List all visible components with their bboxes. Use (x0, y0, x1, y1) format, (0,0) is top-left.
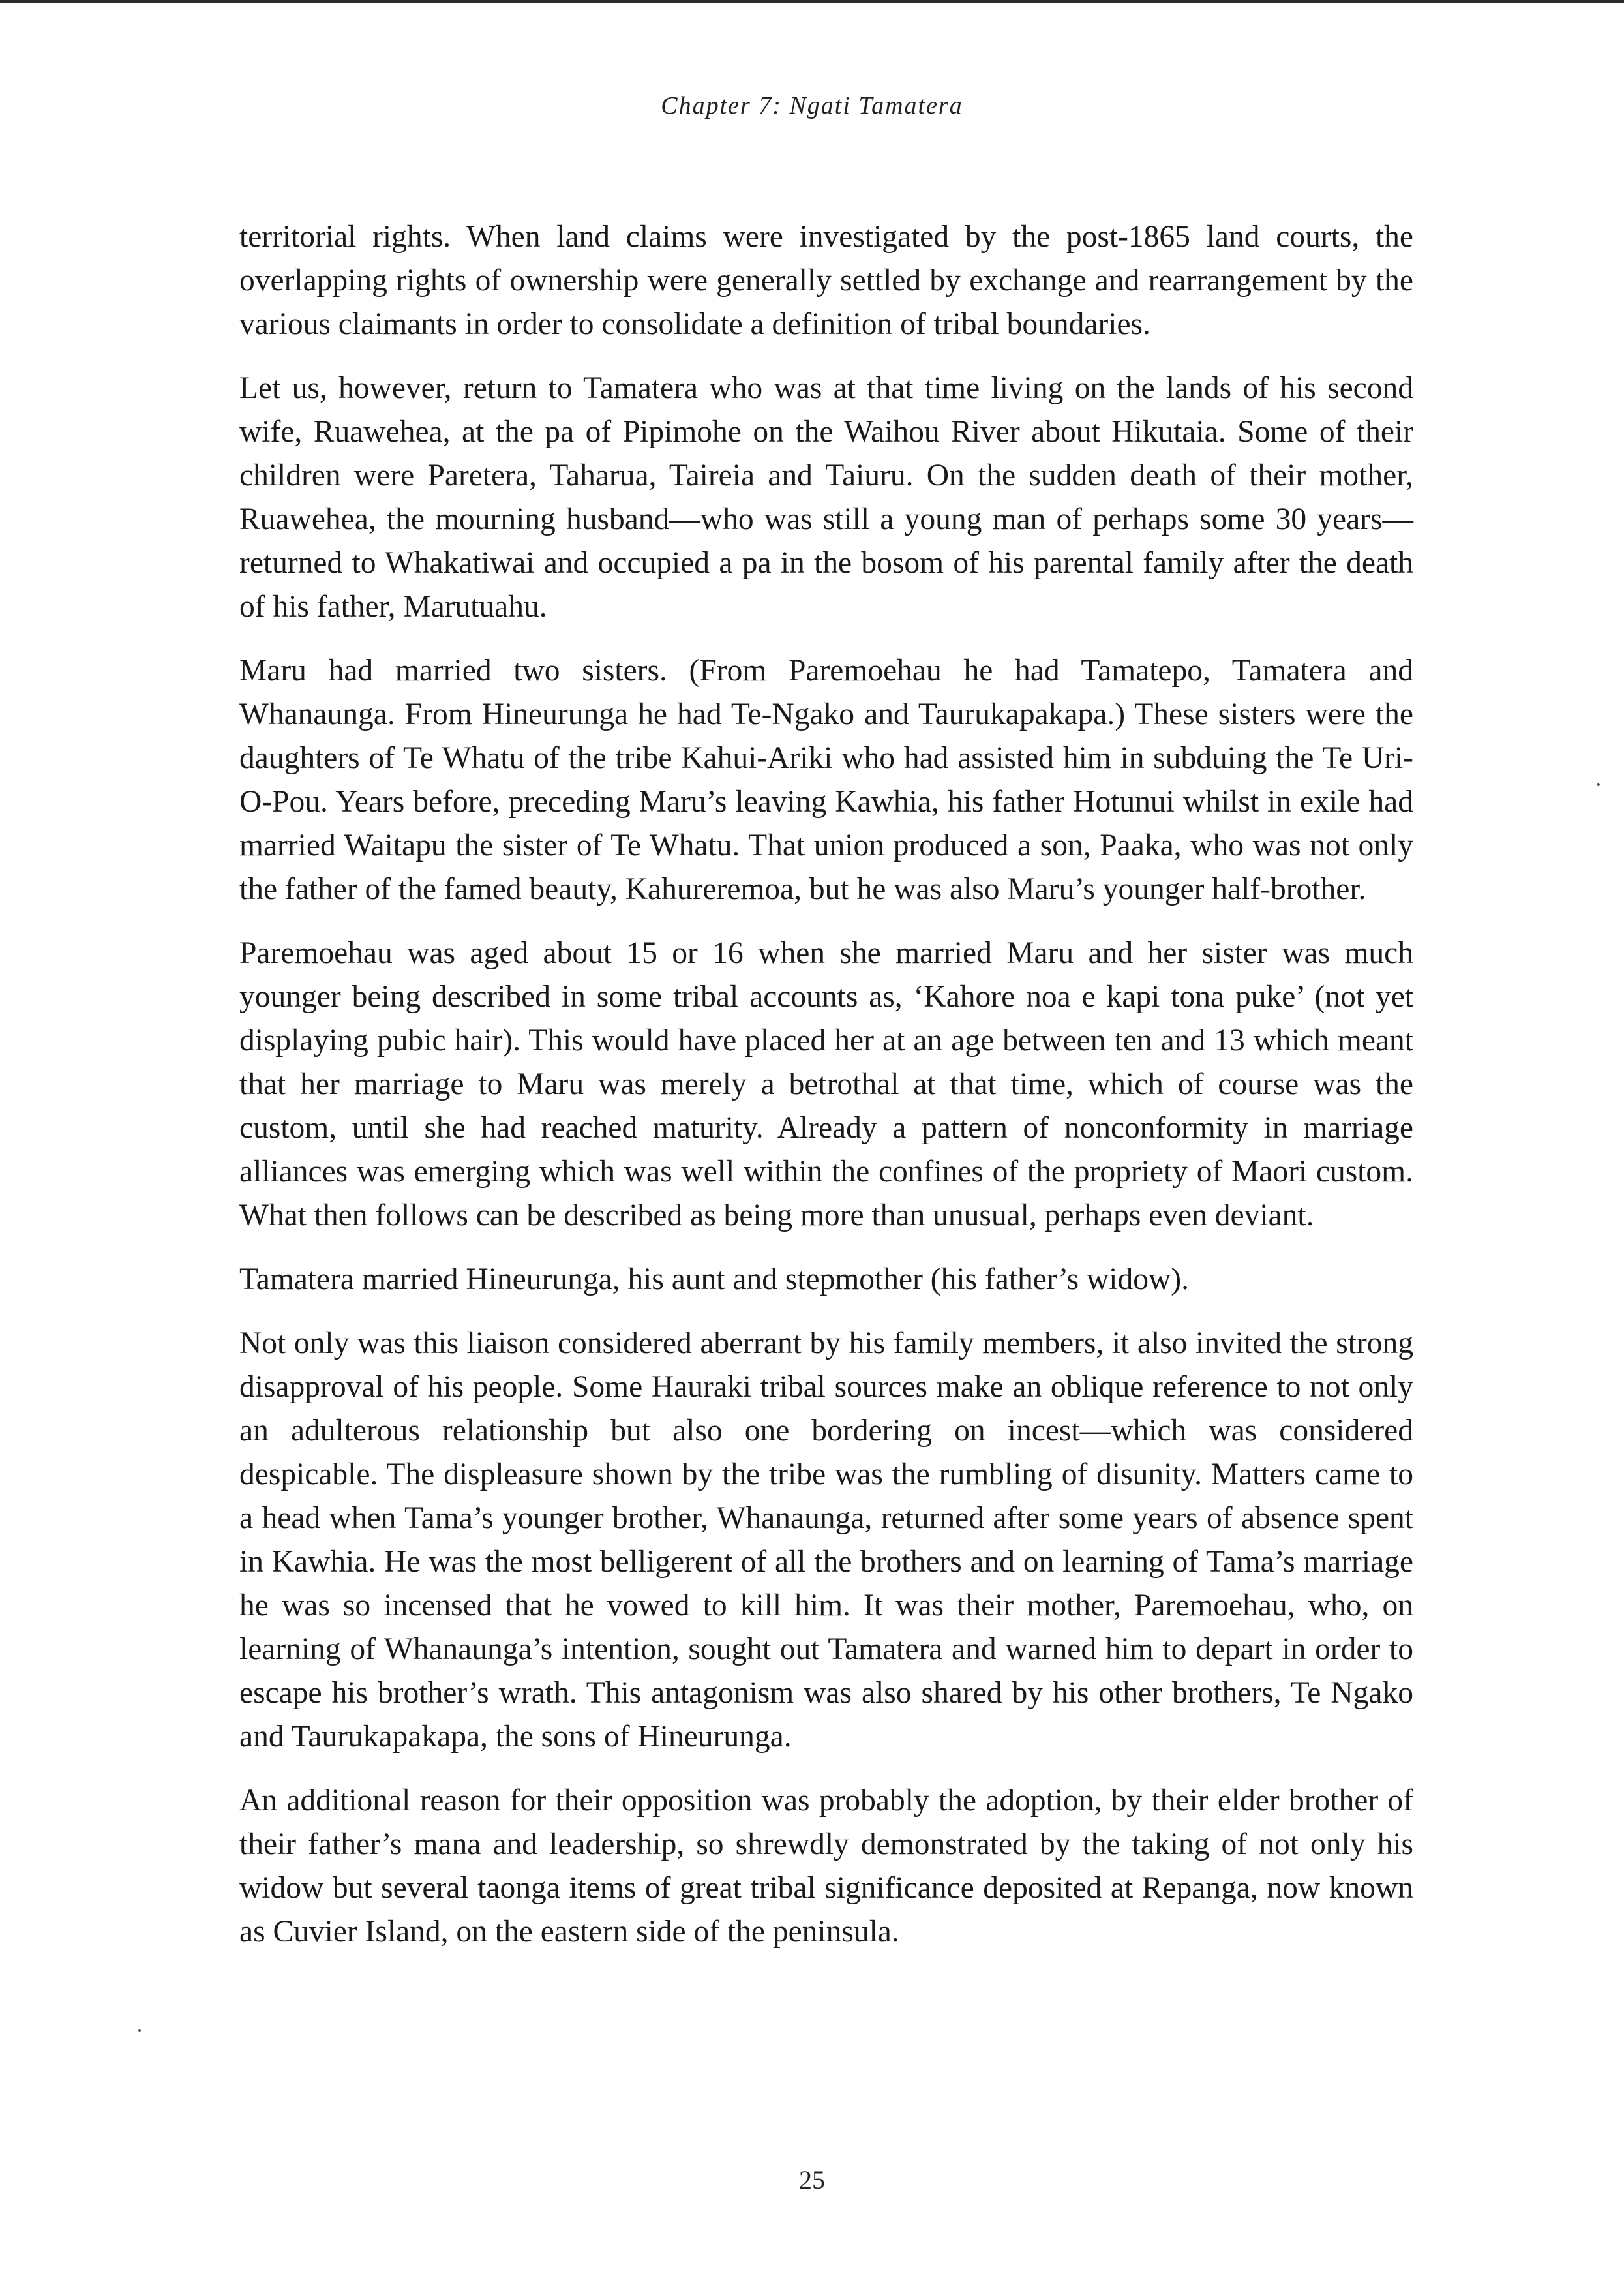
page-number: 25 (799, 2165, 825, 2195)
body-text (239, 215, 1413, 1974)
paragraph: Let us, however, return to Tamatera who was at that time living on the lands of his second wife, Ruawehea, at the pa of Pipimohe on the Waihou River about Hikutaia. Some of their children were Paretera, Taharua, Taireia and Taiuru. On the sudden death of their mother, Ruawehea, the mourning husband—who was still a young man of perhaps some 30 years—returned to Whakatiwai and occupied a pa in the bosom of his parental family after the death of his father, Marutuahu. (239, 371, 1413, 624)
paragraph: Paremoehau was aged about 15 or 16 when she married Maru and her sister was much younger being described in some tribal accounts as, ‘Kahore noa e kapi tona puke’ (not yet displaying pubic hair). This would have placed her at an age between ten and 13 which meant that her marriage to Maru was merely a betrothal at that time, which of course was the custom, until she had reached maturity. Already a pattern of nonconformity in marriage alliances was emerging which was well within the confines of the propriety of Maori custom. What then follows can be described as being more than unusual, perhaps even deviant. (239, 936, 1413, 1232)
scan-speck (138, 2029, 141, 2032)
paragraph: territorial rights. When land claims were investigated by the post-1865 land courts, the overlapping rights of ownership were generally settled by exchange and rearrangement by the various claimants in order to consolidate a definition of tribal boundaries. (239, 220, 1413, 341)
paragraph: Not only was this liaison considered aberrant by his family members, it also invited the strong disapproval of his people. Some Hauraki tribal sources make an oblique reference to not only an adulterous relationship but also one bordering on incest—which was considered despicable. The displeasure shown by the tribe was the rumbling of disunity. Matters came to a head when Tama’s younger brother, Whanaunga, returned after some years of absence spent in Kawhia. He was the most belligerent of all the brothers and on learning of Tama’s marriage he was so incensed that he vowed to kill him. It was their mother, Paremoehau, who, on learning of Whanaunga’s intention, sought out Tamatera and warned him to depart in order to escape his brother’s wrath. This antagonism was also shared by his other brothers, Te Ngako and Taurukapakapa, the sons of Hineurunga. (239, 1326, 1413, 1754)
paragraph: Maru had married two sisters. (From Paremoehau he had Tamatepo, Tamatera and Whanaunga. From Hineurunga he had Te-Ngako and Taurukapakapa.) These sisters were the daughters of Te Whatu of the tribe Kahui-Ariki who had assisted him in subduing the Te Uri-O-Pou. Years before, preceding Maru’s leaving Kawhia, his father Hotunui whilst in exile had married Waitapu the sister of Te Whatu. That union produced a son, Paaka, who was not only the father of the famed beauty, Kahureremoa, but he was also Maru’s younger half-brother. (239, 654, 1413, 906)
scan-top-edge (0, 0, 1624, 3)
paragraph: An additional reason for their opposition was probably the adoption, by their elder brother of their father’s mana and leadership, so shrewdly demonstrated by the taking of not only his widow but several taonga items of great tribal significance deposited at Repanga, now known as Cuvier Island, on the eastern side of the peninsula. (239, 1784, 1413, 1949)
scan-speck (1597, 783, 1600, 786)
paragraph: Tamatera married Hineurunga, his aunt and stepmother (his father’s widow). (239, 1262, 1189, 1296)
running-head: Chapter 7: Ngati Tamatera (661, 92, 963, 119)
